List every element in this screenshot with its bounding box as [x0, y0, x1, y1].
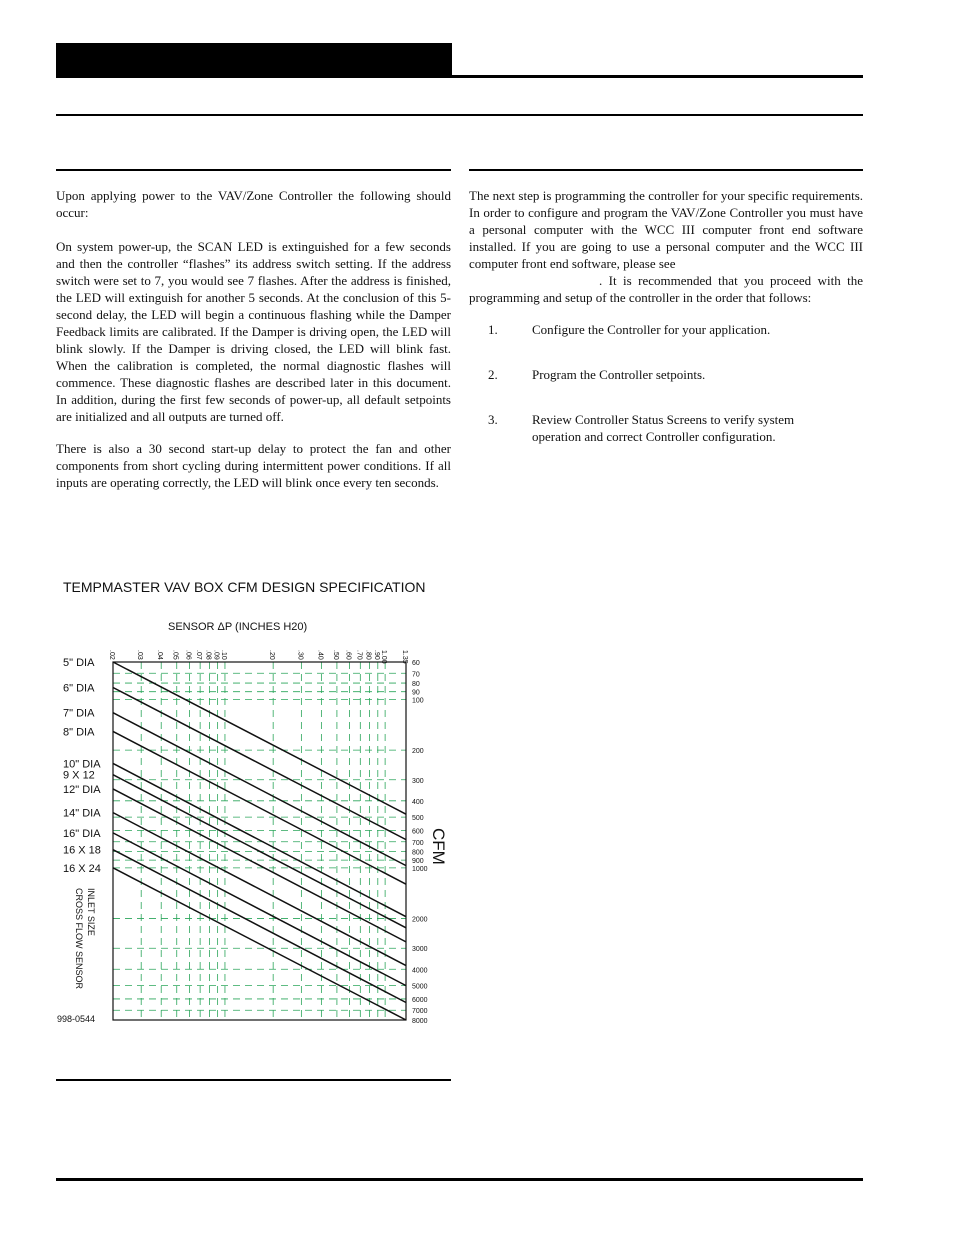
x-tick-label: .03 [136, 650, 144, 660]
x-tick-label: .08 [204, 650, 212, 660]
left-bottom-rule [56, 1079, 451, 1081]
y-tick-label: 6000 [412, 996, 428, 1004]
chart-ylabel: CFM [429, 828, 448, 865]
series-line [113, 868, 406, 1020]
series-label: 10" DIA [63, 758, 101, 771]
x-tick-label: .05 [171, 650, 179, 660]
right-section-rule [469, 169, 863, 171]
y-tick-label: 300 [412, 777, 424, 785]
y-tick-label: 800 [412, 849, 424, 857]
chart-y-ticks [412, 660, 428, 1025]
y-tick-label: 5000 [412, 983, 428, 991]
chart-series-lines [113, 662, 406, 1020]
x-tick-label: .40 [316, 650, 324, 660]
series-line [113, 833, 406, 986]
y-tick-label: 100 [412, 697, 424, 705]
chart-series-labels [63, 657, 101, 875]
x-tick-label: .07 [195, 650, 203, 660]
x-tick-label: .80 [364, 650, 372, 660]
y-tick-label: 200 [412, 748, 424, 756]
header-second-rule [56, 114, 863, 116]
chart-side-label-line2: CROSS FLOW SENSOR [74, 888, 84, 990]
step-number: 1. [488, 322, 498, 337]
series-label: 5" DIA [63, 657, 95, 669]
chart-title: TEMPMASTER VAV BOX CFM DESIGN SPECIFICATION [63, 579, 426, 595]
x-tick-label: .02 [108, 650, 115, 660]
y-tick-label: 8000 [412, 1018, 428, 1025]
right-intro-cont: . It is recommended that you proceed with the programming and setup of the controller in the order that follows: [469, 273, 863, 305]
series-line [113, 713, 406, 866]
series-label: 7" DIA [63, 707, 95, 720]
series-label: 16 X 24 [63, 862, 101, 875]
header-rule [452, 75, 863, 78]
left-paragraph-3: There is also a 30 second start-up delay to protect the fan and other components from short cycling during intermittent power conditions. If all inputs are operating correctly, the LED will blink once every ten seconds. [56, 441, 451, 490]
series-label: 16 X 18 [63, 844, 101, 857]
left-paragraph-1: Upon applying power to the VAV/Zone Controller the following should occur: [56, 188, 451, 220]
y-tick-label: 500 [412, 815, 424, 823]
right-intro-text: The next step is programming the controller for your specific requirements. In order to configure and program the VAV/Zone Controller you must have a personal computer with the WCC III computer front end software installed. If you are going to use a personal computer and the WCC III computer front end software, please see [469, 188, 863, 271]
x-tick-label: .09 [212, 650, 220, 660]
x-tick-label: .04 [156, 650, 164, 660]
y-tick-label: 70 [412, 671, 420, 679]
step-text: Review Controller Status Screens to verify system operation and correct Controller configuration. [532, 412, 795, 444]
step-number: 3. [488, 412, 498, 427]
y-tick-label: 700 [412, 839, 424, 847]
x-tick-label: .50 [331, 650, 339, 660]
chart-frame [113, 662, 406, 1020]
y-tick-label: 2000 [412, 916, 428, 924]
left-section-rule [56, 169, 451, 171]
right-intro [469, 187, 863, 306]
chart-side-label-line1: INLET SIZE [86, 888, 96, 936]
x-tick-label: .06 [184, 650, 192, 660]
series-label: 14" DIA [63, 807, 101, 820]
y-tick-label: 900 [412, 858, 424, 866]
series-label: 16" DIA [63, 827, 101, 840]
series-line [113, 763, 406, 916]
y-tick-label: 600 [412, 828, 424, 836]
chart-grid [113, 662, 406, 1020]
series-label: 12" DIA [63, 783, 101, 796]
step-text: Program the Controller setpoints. [532, 367, 706, 382]
x-tick-label: .10 [219, 650, 227, 660]
x-tick-label: .70 [355, 650, 363, 660]
x-tick-label: .20 [268, 650, 276, 660]
x-tick-label: 1.00 [380, 650, 388, 664]
y-tick-label: 90 [412, 689, 420, 697]
step-text: Configure the Controller for your application. [532, 322, 771, 337]
chart-plot-border [113, 662, 406, 1020]
series-line [113, 731, 406, 884]
chart-xlabel: SENSOR ΔP (INCHES H20) [168, 621, 308, 633]
x-tick-label: .60 [344, 650, 352, 660]
x-tick-label: .90 [372, 650, 380, 660]
step-number: 2. [488, 367, 498, 382]
x-tick-label: .30 [296, 650, 304, 660]
series-label: 9 X 12 [63, 769, 95, 782]
series-label: 8" DIA [63, 726, 95, 739]
cfm-design-chart [0, 560, 480, 1040]
y-tick-label: 4000 [412, 967, 428, 975]
y-tick-label: 80 [412, 681, 420, 689]
header-black-bar [56, 43, 452, 78]
y-tick-label: 60 [412, 660, 420, 667]
series-line [113, 850, 406, 1003]
y-tick-label: 1000 [412, 865, 428, 873]
series-line [113, 662, 406, 814]
left-paragraph-2: On system power-up, the SCAN LED is extinguished for a few seconds and then the controller “flashes” its address switch setting. If the address switch were set to 7, you would see 7 flashes. After the address is finished, the LED will extinguish for another 5 seconds. At the conclusion of this 5-second delay, the LED will begin a continuous flashing while the Damper Feedback limits are calibrated. If the Damper is driving open, the LED will blink slowly. If the Damper is driving closed, the LED will blink fast. When the calibration is completed, the normal diagnostic flashes will commence. These diagnostic flashes are described later in this document. In addition, during the first few seconds of power-up, all default setpoints are initialized and all outputs are turned off. [56, 239, 451, 424]
series-line [113, 775, 406, 928]
footer-rule [56, 1178, 863, 1181]
y-tick-label: 7000 [412, 1008, 428, 1016]
series-line [113, 813, 406, 966]
y-tick-label: 400 [412, 798, 424, 806]
y-tick-label: 3000 [412, 946, 428, 954]
chart-figure-number: 998-0544 [57, 1014, 96, 1024]
x-tick-label: 1.35 [401, 650, 408, 664]
series-label: 6" DIA [63, 682, 95, 695]
